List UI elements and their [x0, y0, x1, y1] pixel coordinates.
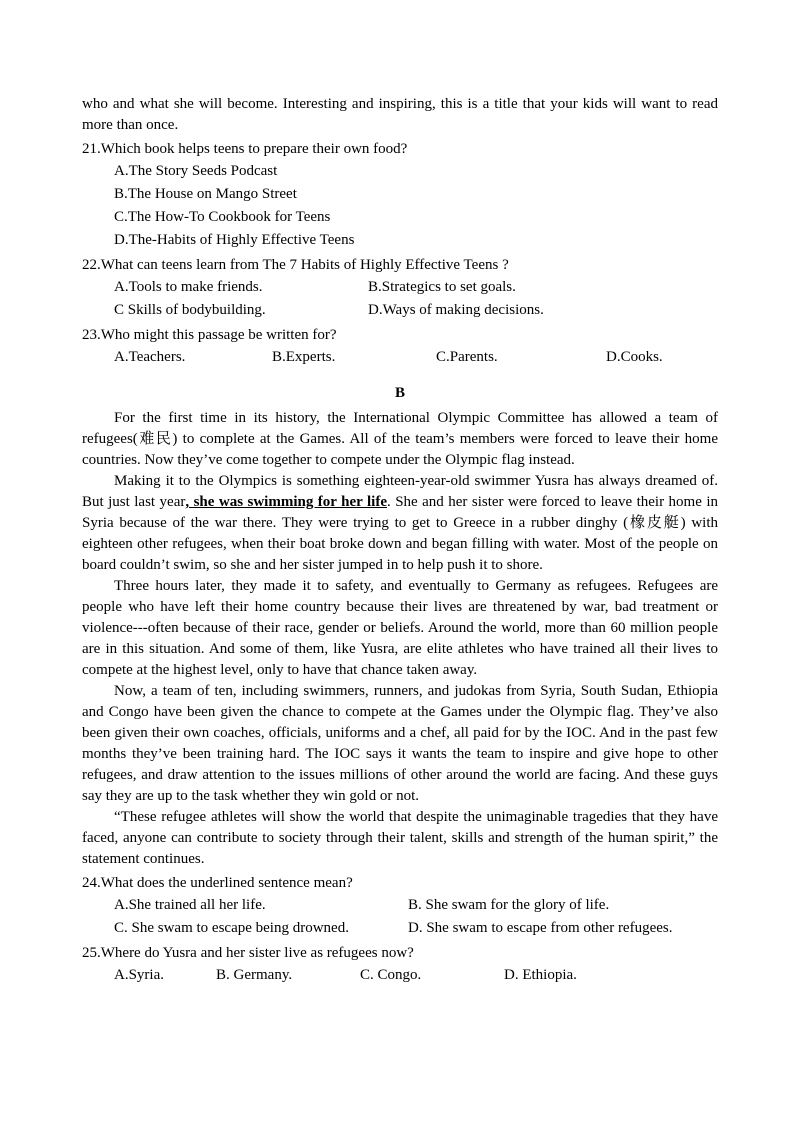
q22-options-row-1 [82, 276, 718, 299]
q21-option-a: A.The Story Seeds Podcast [114, 163, 278, 179]
section-b-title: B [394, 385, 405, 401]
question-24-text: 24.What does the underlined sentence mean? [82, 875, 353, 891]
q24-options-row-1 [82, 894, 718, 917]
question-21-text: 21.Which book helps teens to prepare their own food? [82, 141, 408, 157]
q23-option-d: D.Cooks. [606, 349, 663, 365]
q23-option-b: B.Experts. [272, 349, 336, 365]
q22-options-row-2 [82, 299, 718, 322]
underlined-sentence: , she was swimming for her life [185, 494, 387, 510]
question-22 [82, 254, 718, 322]
q25-option-b: B. Germany. [216, 967, 293, 983]
section-b-paragraph-1: For the first time in its history, the International Olympic Committee has allowed a team of refugees(难民) to complete at the Games. All of the team’s members were forced to leave their home countries. Now they’ve come together to compete under the Olympic flag instead. [82, 410, 718, 468]
q25-option-c: C. Congo. [360, 967, 422, 983]
section-b-paragraph-3: Three hours later, they made it to safety, and eventually to Germany as refugees. Refugees are people who have left their home country because their lives are threatened by war, bad treatment or violence---often because of their race, gender or beliefs. Around the world, more than 60 million people are in this situation. And some of them, like Yusra, are elite athletes who have trained all their lives to compete at the highest level, only to have that chance taken away. [82, 578, 718, 678]
q22-option-b: B.Strategics to set goals. [368, 279, 516, 295]
q24-option-c: C. She swam to escape being drowned. [114, 920, 349, 936]
q24-option-a: A.She trained all her life. [114, 897, 266, 913]
question-23-text: 23.Who might this passage be written for? [82, 327, 337, 343]
p2-text-before: Making it to the Olympics is something eighteen-year-old swimmer Yusra has always dreamed of. But just last year [82, 473, 718, 510]
question-21 [82, 138, 718, 252]
q24-option-d: D. She swam to escape from other refugees. [408, 920, 673, 936]
question-23 [82, 324, 718, 369]
q23-options-row [82, 346, 718, 369]
q23-option-c: C.Parents. [436, 349, 498, 365]
question-24 [82, 872, 718, 940]
q25-option-d: D. Ethiopia. [504, 967, 577, 983]
q21-option-b: B.The House on Mango Street [114, 186, 297, 202]
q24-option-b: B. She swam for the glory of life. [408, 897, 610, 913]
q24-options-row-2 [82, 917, 718, 940]
q22-option-d: D.Ways of making decisions. [368, 302, 544, 318]
q21-option-d: D.The-Habits of Highly Effective Teens [114, 232, 355, 248]
q22-option-a: A.Tools to make friends. [114, 279, 263, 295]
q21-option-c: C.The How-To Cookbook for Teens [114, 209, 331, 225]
question-25-text: 25.Where do Yusra and her sister live as refugees now? [82, 945, 414, 961]
intro-continuation: who and what she will become. Interesting and inspiring, this is a title that your kids will want to read more than once. [82, 96, 718, 133]
question-25 [82, 942, 718, 987]
q25-options-row [82, 964, 718, 987]
exam-page [82, 94, 718, 987]
section-b-paragraph-5: “These refugee athletes will show the world that despite the unimaginable tragedies that they have faced, anyone can contribute to society through their talent, skills and strength of the human spirit,” the statement continues. [82, 809, 718, 867]
section-b-paragraph-2 [82, 471, 718, 576]
q23-option-a: A.Teachers. [114, 349, 186, 365]
q22-option-c: C Skills of bodybuilding. [114, 302, 266, 318]
section-b-paragraph-4: Now, a team of ten, including swimmers, runners, and judokas from Syria, South Sudan, Ethiopia and Congo have been given the chance to compete at the Games under the Olympic flag. They’ve also been given their own coaches, officials, uniforms and a chef, all paid for by the IOC. And in the past few months they’ve been training hard. The IOC says it wants the team to inspire and give hope to other refugees, and draw attention to the issues millions of other around the world are facing. And these guys say they are up to the task whether they win gold or not. [82, 683, 718, 804]
question-22-text: 22.What can teens learn from The 7 Habits of Highly Effective Teens ? [82, 257, 509, 273]
q25-option-a: A.Syria. [114, 967, 164, 983]
p2-text-after: . She and her sister were forced to leave their home in Syria because of the war there. They were trying to get to Greece in a rubber dinghy (橡皮艇) with eighteen other refugees, when their boat broke down and began filling with water. Most of the people on board couldn’t swim, so she and her sister jumped in to help push it to shore. [82, 494, 718, 573]
